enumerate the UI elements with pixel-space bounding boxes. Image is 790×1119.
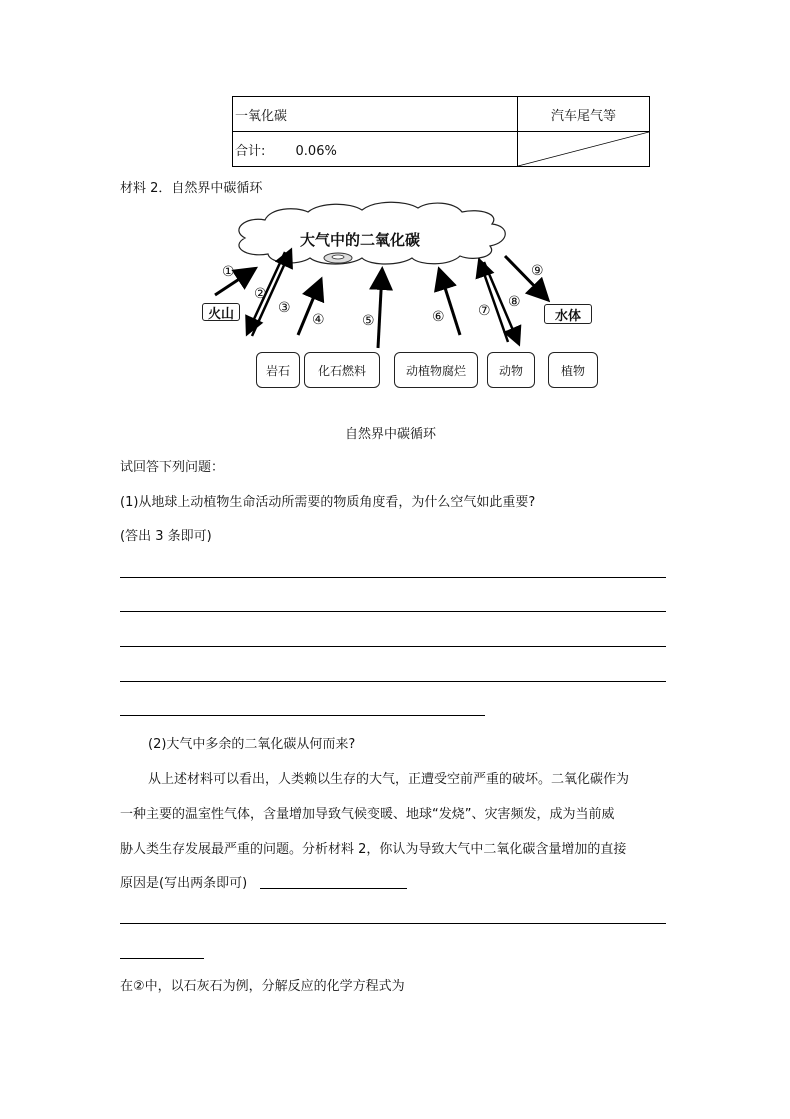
intro-text: 试回答下列问题：	[120, 460, 225, 475]
rock-box: 岩石	[256, 352, 300, 388]
paragraph-line-1: 从上述材料可以看出，人类赖以生存的大气，正遭受空前严重的破坏。二氧化碳作为	[148, 772, 630, 787]
number-6: ⑥	[432, 309, 445, 325]
answer-line[interactable]	[120, 611, 666, 612]
answer-line[interactable]	[120, 923, 666, 924]
diagonal-cell	[518, 132, 650, 167]
water-box: 水体	[544, 304, 592, 324]
arrow-7	[480, 262, 508, 342]
answer-line[interactable]	[120, 577, 666, 578]
diagonal-line	[518, 132, 649, 166]
total-cell	[233, 132, 518, 167]
animal-box: 动物	[487, 352, 535, 388]
diagram-caption: 自然界中碳循环	[345, 427, 437, 442]
source-cell: 汽车尾气等	[518, 97, 650, 132]
fossil-fuel-box: 化石燃料	[304, 352, 380, 388]
answer-line[interactable]	[120, 646, 666, 647]
answer-line[interactable]	[120, 715, 485, 716]
gas-table	[232, 96, 650, 167]
question-1: (1)从地球上动植物生命活动所需要的物质角度看，为什么空气如此重要?	[120, 495, 536, 510]
arrow-5	[378, 272, 382, 348]
total-label: 合计:	[235, 143, 266, 159]
carbon-cycle-diagram	[190, 200, 610, 395]
volcano-box: 火山	[202, 303, 240, 321]
answer-line[interactable]	[120, 958, 204, 959]
table-row	[233, 97, 650, 132]
question-3: 在②中，以石灰石为例，分解反应的化学方程式为	[120, 979, 405, 994]
number-7: ⑦	[478, 303, 491, 319]
number-2: ②	[254, 286, 267, 302]
question-2: (2)大气中多余的二氧化碳从何而来?	[148, 737, 356, 752]
plant-box: 植物	[548, 352, 598, 388]
number-8: ⑧	[508, 294, 521, 310]
number-4: ④	[312, 312, 325, 328]
number-1: ①	[222, 264, 235, 280]
question-1-note: (答出 3 条即可)	[120, 529, 212, 544]
gas-cell: 一氧化碳	[233, 97, 518, 132]
number-9: ⑨	[531, 263, 544, 279]
total-value: 0.06%	[295, 143, 337, 159]
material2-title: 材料 2．自然界中碳循环	[120, 181, 263, 196]
number-3: ③	[278, 300, 291, 316]
paragraph-line-3: 胁人类生存发展最严重的问题。分析材料 2，你认为导致大气中二氧化碳含量增加的直接	[120, 842, 627, 857]
table-row	[233, 132, 650, 167]
paragraph-line-2: 一种主要的温室性气体，含量增加导致气候变暖、地球“发烧”、灾害频发，成为当前威	[120, 807, 615, 822]
decay-box: 动植物腐烂	[394, 352, 478, 388]
arrow-6	[440, 272, 460, 335]
cloud-label: 大气中的二氧化碳	[300, 231, 421, 249]
paragraph-line-4: 原因是(写出两条即可)	[120, 876, 248, 891]
number-5: ⑤	[362, 313, 375, 329]
answer-line[interactable]	[120, 681, 666, 682]
answer-blank[interactable]	[260, 888, 407, 889]
